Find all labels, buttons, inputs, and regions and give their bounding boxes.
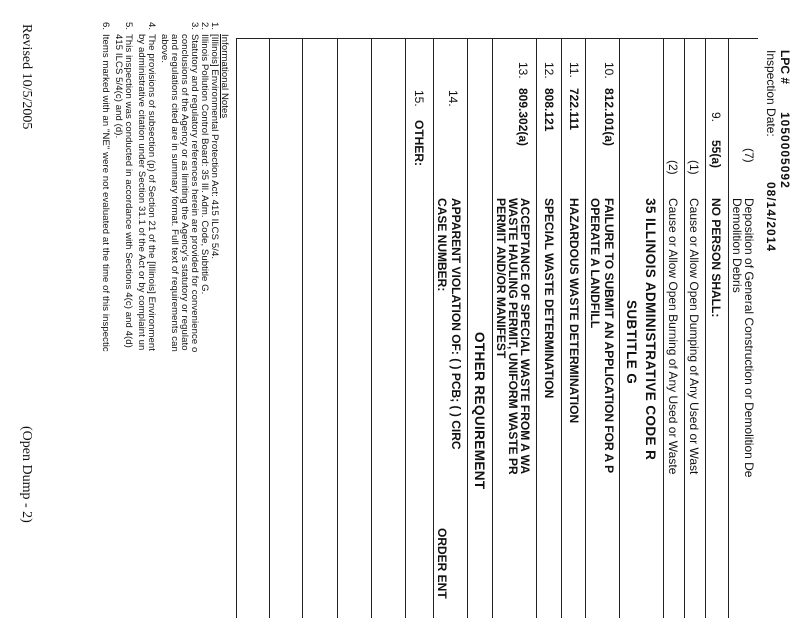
row-description: SPECIAL WASTE DETERMINATION	[542, 198, 556, 399]
note-text: [Illinois] Environmental Protection Act: 415 ILCS 5/4.	[209, 34, 220, 260]
row-number: 12.	[542, 62, 556, 79]
row-divider	[536, 38, 537, 618]
note-text: conclusions of the Agency or as limiting the Agency's statutory or regulato	[179, 34, 190, 351]
row-description-cont: PERMIT AND/OR MANIFEST	[494, 198, 508, 359]
row-divider	[663, 38, 664, 618]
inspection-date: 08/14/2014	[764, 182, 778, 253]
row-divider	[269, 38, 270, 618]
note-number: 5.	[123, 22, 134, 31]
row-code: (2)	[666, 160, 680, 175]
row-description: Deposition of General Construction or Demolition De	[742, 198, 756, 478]
note-number: 6.	[100, 22, 111, 31]
note-text: and regulations cited are in summary format. Full text of requirements can	[169, 34, 180, 352]
row-description: ACCEPTANCE OF SPECIAL WASTE FROM A WA	[518, 198, 532, 475]
row-divider	[561, 38, 562, 618]
row-divider	[371, 38, 372, 618]
row-number: 10.	[602, 62, 616, 79]
regulation-code: 812.101(a)	[602, 88, 616, 147]
other-label: OTHER:	[412, 120, 426, 166]
row-code: (1)	[687, 160, 701, 175]
row-divider	[405, 38, 406, 618]
table-left-border	[236, 38, 758, 39]
inspection-date-label: Inspection Date:	[764, 50, 778, 137]
regulation-code: 809.302(a)	[516, 88, 530, 147]
row-code: (7)	[742, 148, 756, 163]
section-title: 35 ILLINOIS ADMINISTRATIVE CODE R	[643, 198, 658, 461]
note-number: 2.	[199, 22, 210, 31]
row-number: 9.	[709, 112, 723, 123]
row-divider	[585, 38, 586, 618]
row-description-cont: Demolition Debris	[730, 198, 744, 293]
row-description: Cause or Allow Open Burning of Any Used or Waste	[666, 198, 680, 475]
note-text: Statutory and regulatory references herein are provided for convenience o	[189, 34, 200, 353]
row-description: NO PERSON SHALL:	[709, 198, 723, 318]
row-divider	[492, 38, 493, 618]
note-text: above.	[159, 34, 170, 64]
row-number: 13.	[516, 62, 530, 79]
section-subtitle: SUBTITLE G	[624, 300, 639, 385]
row-divider	[619, 38, 620, 618]
lpc-label: LPC #	[778, 50, 792, 85]
note-number: 4.	[146, 22, 157, 31]
row-divider	[705, 38, 706, 618]
row-number: 14.	[446, 90, 460, 107]
regulation-code: 722.111	[567, 88, 581, 131]
note-text: Items marked with an "NE" were not evaluated at the time of this inspectic	[100, 34, 111, 352]
row-divider	[467, 38, 468, 618]
row-code: 55(a)	[709, 140, 723, 169]
row-description: FAILURE TO SUBMIT AN APPLICATION FOR A P	[602, 198, 616, 474]
row-number: 15.	[412, 90, 426, 107]
lpc-number: 1050005092	[778, 112, 792, 189]
row-divider	[302, 38, 303, 618]
notes-title: Informational Notes	[219, 34, 230, 119]
note-text: Illinois Pollution Control Board: 35 Ill. Adm. Code, Subtitle G.	[199, 34, 210, 295]
note-text: The provisions of subsection (p) of Section 21 of the [Illinois] Environment	[146, 34, 157, 352]
apparent-violation-line: APPARENT VIOLATION OF: ( ) PCB; ( ) CIRC	[449, 198, 463, 450]
other-requirements-title: OTHER REQUIREMENT	[472, 332, 487, 490]
regulation-code: 808.121	[542, 88, 556, 132]
row-divider	[433, 38, 434, 618]
row-divider	[337, 38, 338, 618]
note-number: 3.	[189, 22, 200, 31]
page-label: (Open Dump - 2)	[19, 426, 34, 523]
note-text: 415 ILCS 5/4(c) and (d).	[113, 34, 124, 139]
row-divider	[684, 38, 685, 618]
row-number: 11.	[567, 62, 581, 78]
row-description-cont: WASTE HAULING PERMIT, UNIFORM WASTE PR	[506, 198, 520, 475]
row-divider	[728, 38, 729, 618]
note-text: This inspection was conducted in accordance with Sections 4(c) and 4(d)	[123, 34, 134, 348]
order-entered-label: ORDER ENT	[435, 528, 449, 599]
revised-date: Revised 10/5/2005	[19, 24, 34, 130]
table-bottom-border	[236, 38, 237, 618]
row-description: Cause or Allow Open Dumping of Any Used or Wast	[687, 198, 701, 475]
note-number: 1.	[209, 22, 220, 31]
row-description-cont: OPERATE A LANDFILL	[588, 198, 602, 329]
note-text: by administrative citation under Section 31.1 of the Act or by complaint un	[136, 34, 147, 351]
row-description: HAZARDOUS WASTE DETERMINATION	[567, 198, 581, 424]
case-number-label: CASE NUMBER:	[435, 198, 449, 292]
